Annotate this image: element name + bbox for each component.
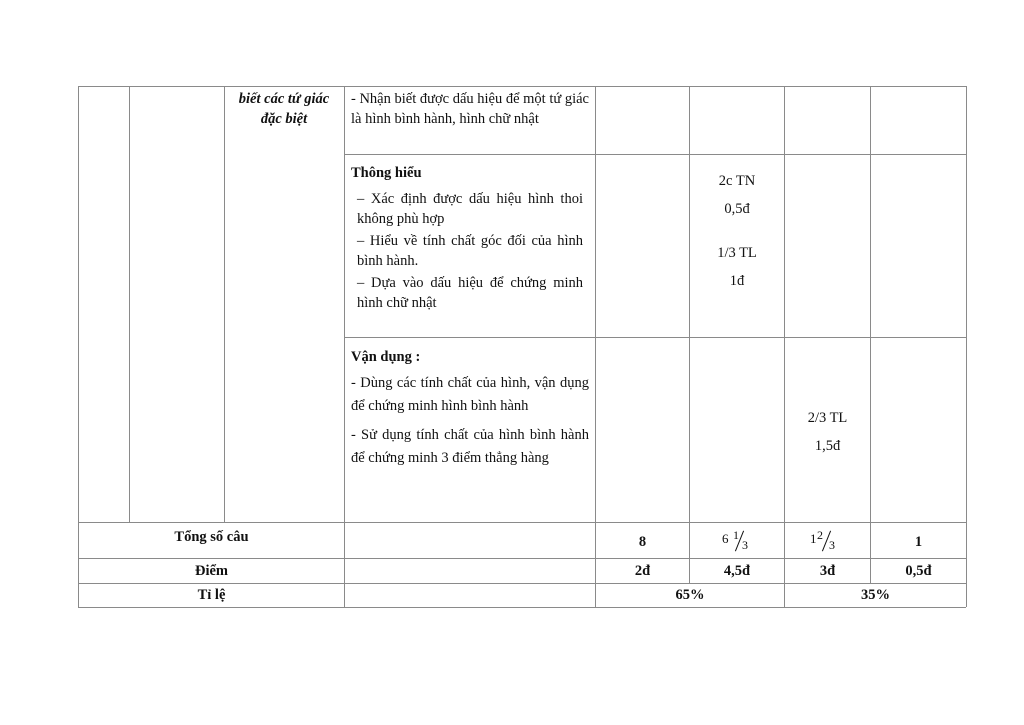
tong-so-cau-label: Tổng số câu — [174, 529, 249, 545]
diem-col4: 0,5đ — [905, 563, 932, 579]
van-dung-block — [351, 346, 589, 470]
thong-hieu-item-1: – Xác định được dấu hiệu hình thoi không phù hợp — [357, 191, 583, 227]
fraction-denominator: 3 — [829, 538, 835, 552]
tong-so-cau-col2-fraction — [722, 528, 762, 554]
column-divider — [344, 86, 345, 607]
topic-cell — [226, 89, 342, 129]
thong-hieu-tn: 2c TN — [718, 173, 756, 189]
thong-hieu-item-2: – Hiểu về tính chất góc đối của hình bình hành. — [357, 233, 583, 269]
row-divider — [344, 337, 966, 338]
row-divider — [78, 522, 966, 523]
tong-so-cau-col1: 8 — [638, 534, 647, 550]
topic-line-1: biết các tứ giác — [238, 91, 330, 107]
nhan-biet-text: - Nhận biết được dấu hiệu để một tứ giác là hình bình hành, hình chữ nhật — [351, 91, 589, 127]
thong-hieu-tl: 1/3 TL — [717, 245, 757, 261]
ti-le-right: 35% — [861, 587, 890, 603]
column-divider — [129, 86, 130, 522]
table-border-top — [78, 86, 966, 87]
table-border-bottom — [78, 607, 966, 608]
tong-so-cau-col3-fraction — [810, 528, 850, 554]
thong-hieu-tl-points: 1đ — [729, 273, 745, 289]
row-divider — [78, 583, 966, 584]
diem-label: Điểm — [194, 563, 228, 579]
column-divider — [870, 86, 871, 583]
column-divider — [595, 86, 596, 607]
fraction-numerator: 2 — [817, 528, 823, 542]
column-divider — [784, 86, 785, 607]
diem-col2: 4,5đ — [723, 563, 751, 579]
thong-hieu-heading: Thông hiểu — [351, 165, 422, 181]
ti-le-left: 65% — [675, 587, 705, 603]
van-dung-tl-points: 1,5đ — [814, 438, 841, 454]
van-dung-tl: 2/3 TL — [807, 410, 848, 426]
fraction-numerator: 1 — [733, 528, 739, 542]
van-dung-heading: Vận dụng : — [351, 349, 421, 365]
thong-hieu-score-col2 — [690, 171, 784, 291]
column-divider — [224, 86, 225, 522]
diem-col1: 2đ — [634, 563, 651, 579]
van-dung-item-1: - Dùng các tính chất của hình, vận dụng để chứng minh hình bình hành — [351, 375, 589, 414]
ti-le-label: Tỉ lệ — [197, 587, 226, 603]
row-divider — [344, 154, 966, 155]
thong-hieu-block — [351, 163, 583, 313]
van-dung-item-2: - Sử dụng tính chất của hình bình hành để chứng minh 3 điểm thẳng hàng — [351, 427, 589, 466]
table-border-right — [966, 86, 967, 607]
thong-hieu-tn-points: 0,5đ — [724, 201, 750, 217]
topic-line-2: đặc biệt — [260, 111, 308, 127]
row-divider — [78, 558, 966, 559]
thong-hieu-item-3: – Dựa vào dấu hiệu để chứng minh hình chữ nhật — [357, 275, 583, 311]
fraction-whole: 6 — [722, 531, 729, 546]
van-dung-score-col3 — [785, 408, 870, 456]
diem-col3: 3đ — [819, 563, 836, 579]
fraction-denominator: 3 — [742, 538, 748, 552]
column-divider — [689, 86, 690, 583]
fraction-whole: 1 — [810, 531, 817, 546]
tong-so-cau-col4: 1 — [914, 534, 923, 550]
